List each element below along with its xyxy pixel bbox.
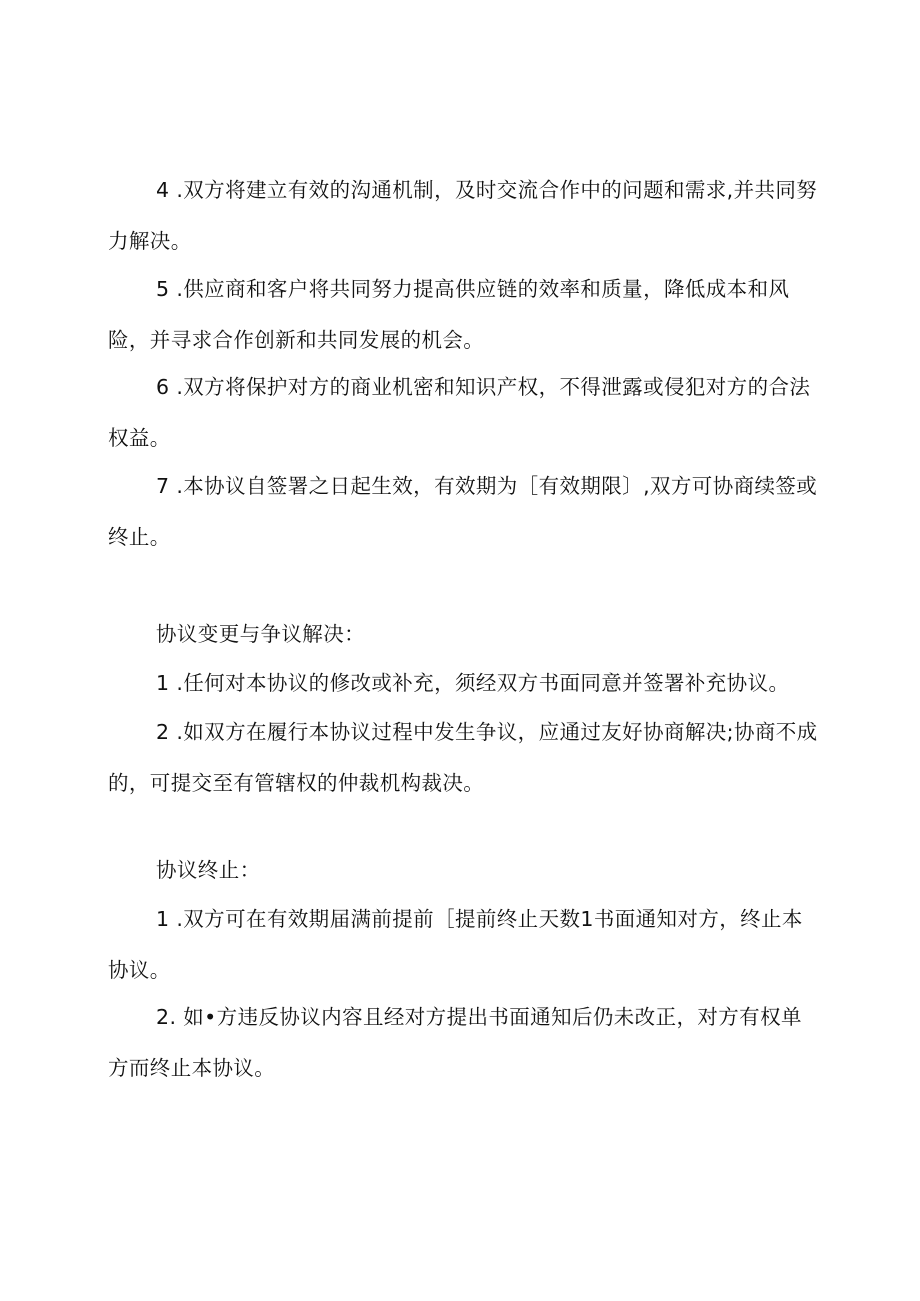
change-clause-2: 2 .如双方在履行本协议过程中发生争议，应通过友好协商解决;协商不成的，可提交至有管辖权的仲裁机构裁决。 (108, 720, 818, 795)
clause-4: 4 .双方将建立有效的沟通机制，及时交流合作中的问题和需求,并共同努力解决。 (108, 178, 818, 253)
section-heading-termination: 协议终止： (156, 858, 261, 882)
termination-clause-1: 1 .双方可在有效期届满前提前［提前终止天数1书面通知对方，终止本协议。 (108, 907, 803, 982)
termination-clause-2: 2. 如•方违反协议内容且经对方提出书面通知后仍未改正，对方有权单方而终止本协议。 (108, 1005, 802, 1080)
section-heading-change-dispute: 协议变更与争议解决： (156, 622, 365, 646)
clause-5: 5 .供应商和客户将共同努力提高供应链的效率和质量，降低成本和风险，并寻求合作创新和共同发展的机会。 (108, 277, 790, 352)
clause-6: 6 .双方将保护对方的商业机密和知识产权，不得泄露或侵犯对方的合法权益。 (108, 375, 811, 450)
change-clause-1: 1 .任何对本协议的修改或补充，须经双方书面同意并签署补充协议。 (156, 671, 790, 695)
clause-7: 7 .本协议自签署之日起生效，有效期为［有效期限〕,双方可协商续签或终止。 (108, 474, 818, 549)
